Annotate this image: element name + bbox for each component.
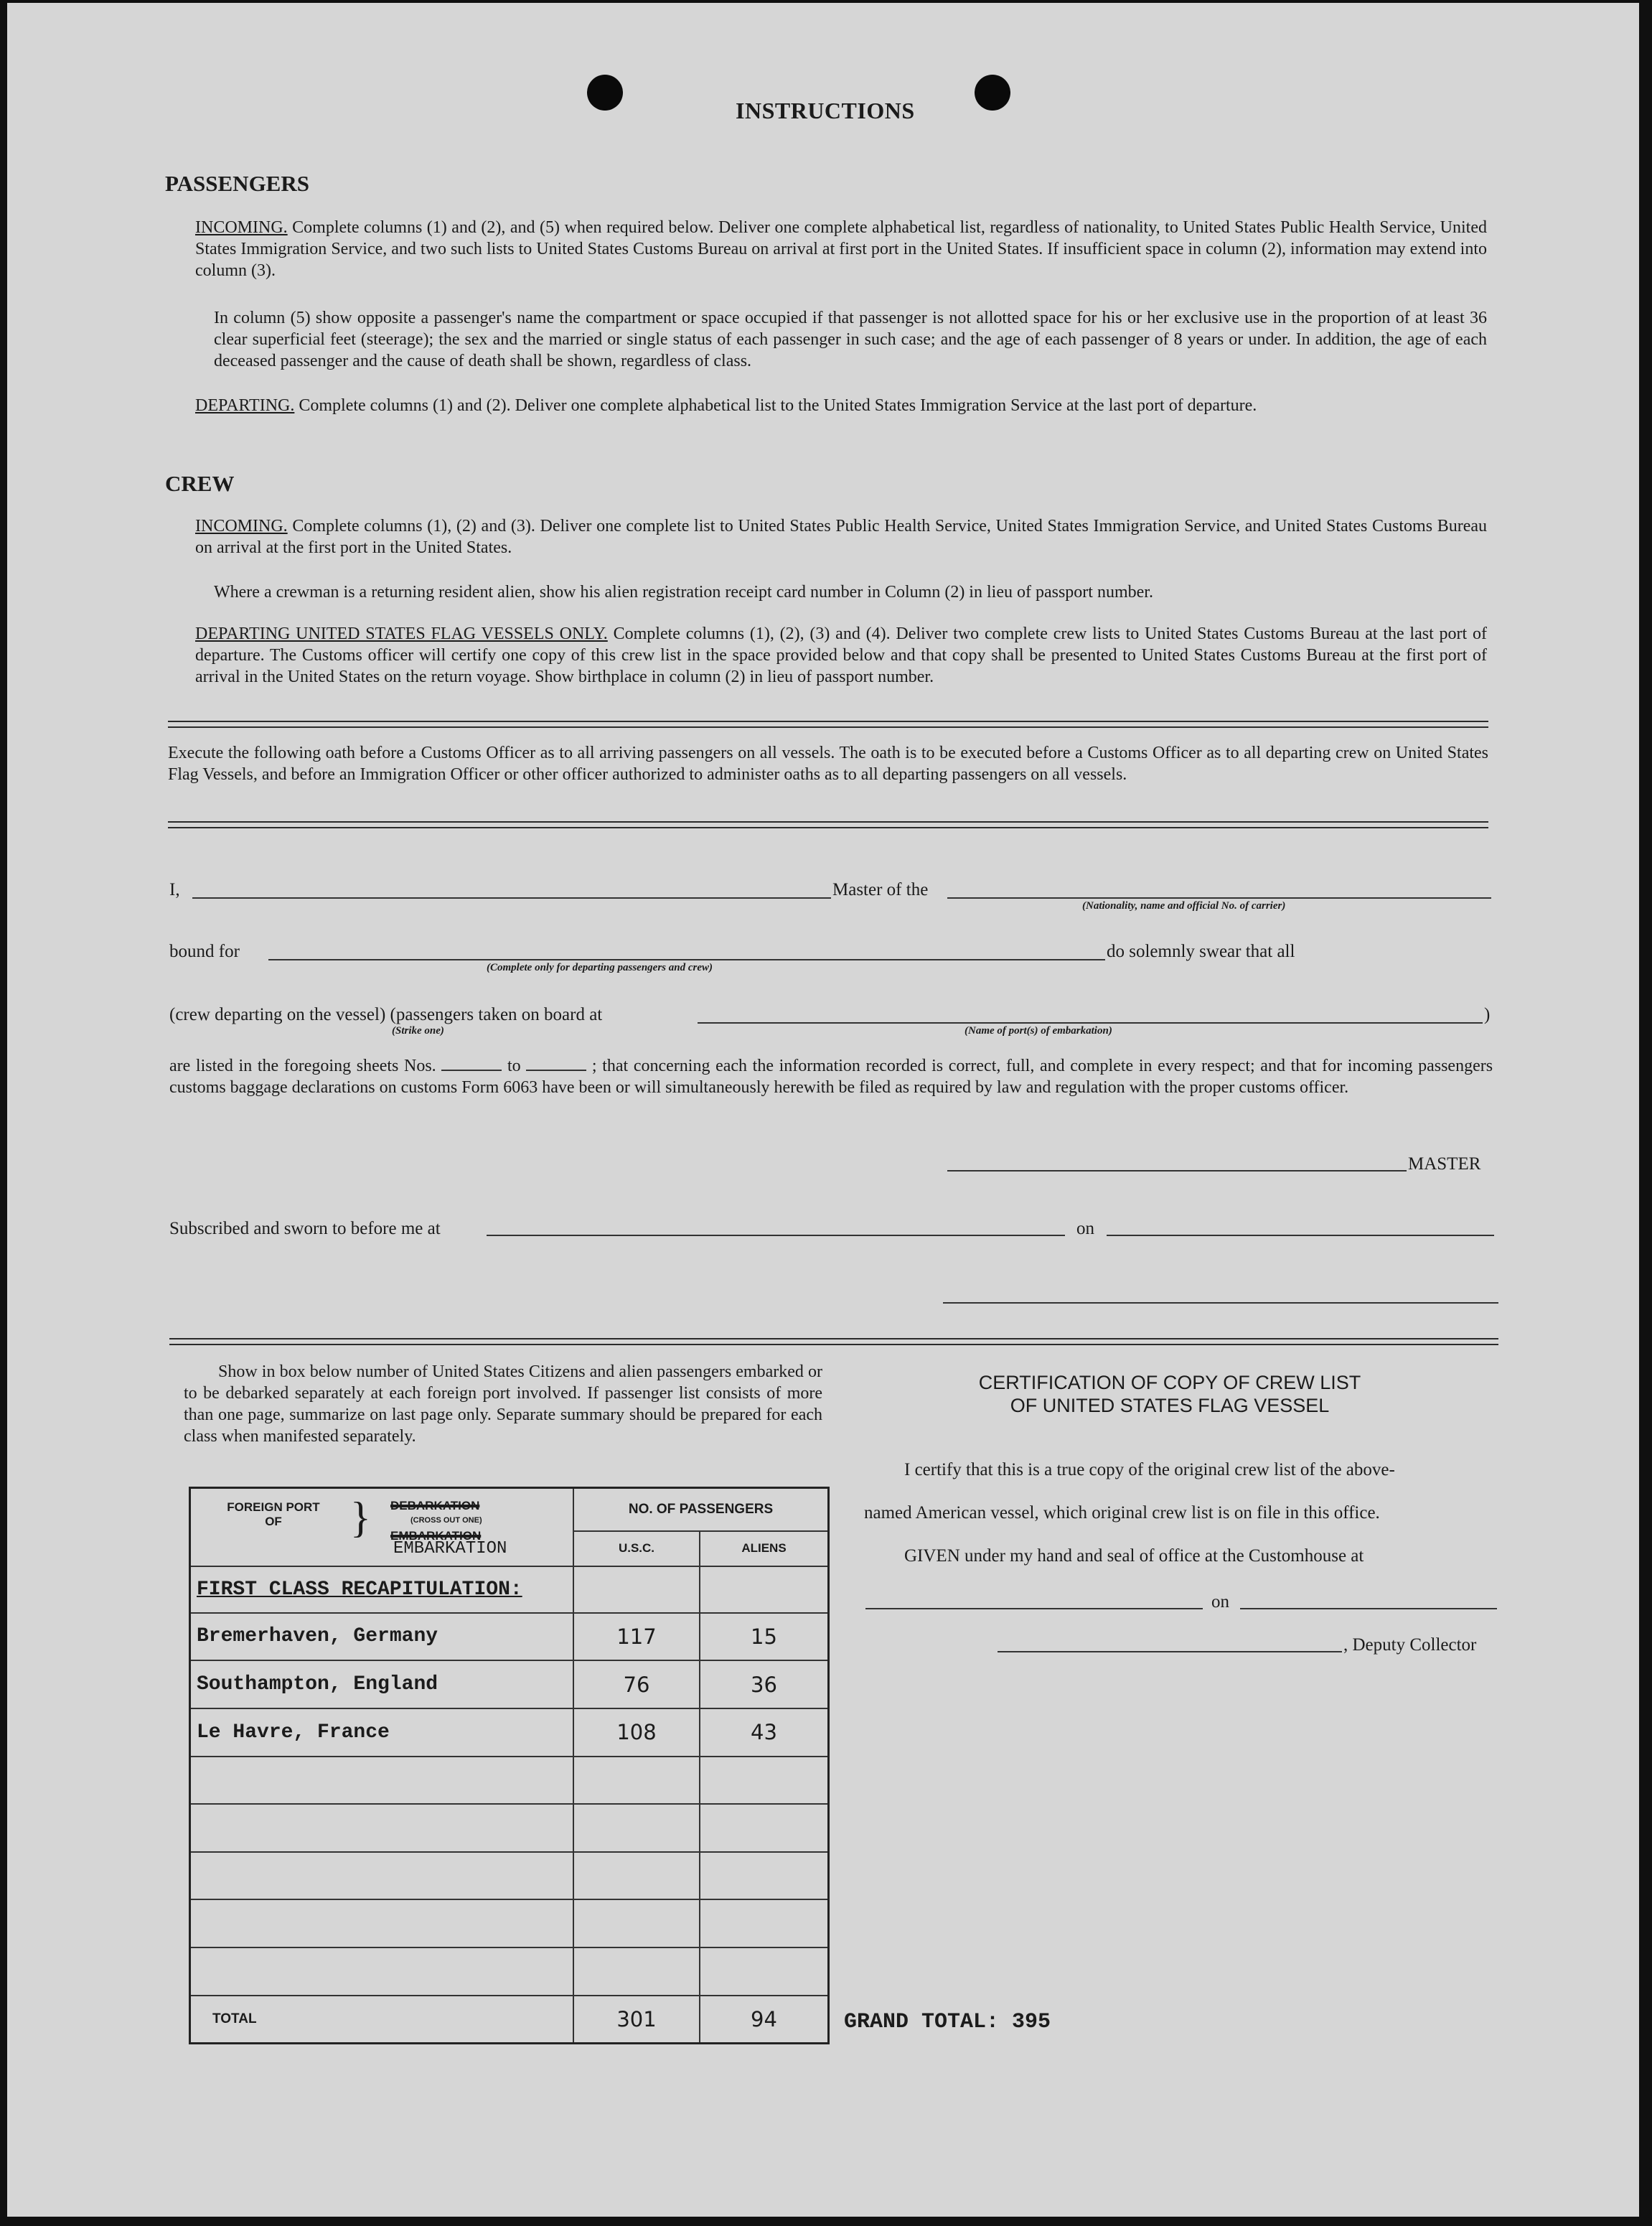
subscribed-date-field[interactable] <box>1107 1235 1494 1236</box>
page-title: INSTRUCTIONS <box>736 98 915 123</box>
recap-title: FIRST CLASS RECAPITULATION: <box>190 1566 574 1613</box>
table-row <box>190 1613 829 1661</box>
empty-row <box>190 1804 829 1852</box>
close-paren: ) <box>1484 1005 1491 1024</box>
swear-label: do solemnly swear that all <box>1107 942 1295 961</box>
embarkation-struck: EMBARKATION <box>390 1529 482 1543</box>
carrier-caption: (Nationality, name and official No. of carrier) <box>1082 900 1286 912</box>
total-usc: 301 <box>573 1996 700 2044</box>
recap-table <box>189 1487 830 2044</box>
usc-cell: 117 <box>573 1613 700 1661</box>
total-row <box>190 1996 829 2044</box>
no-passengers-header: NO. OF PASSENGERS <box>573 1488 829 1531</box>
passengers-departing-label: DEPARTING. <box>195 396 295 415</box>
subscribed-place-field[interactable] <box>487 1235 1065 1236</box>
punch-hole-right <box>975 75 1010 111</box>
passengers-incoming <box>195 217 1487 281</box>
port-cell: Bremerhaven, Germany <box>190 1613 574 1661</box>
port-cell: Le Havre, France <box>190 1708 574 1757</box>
certification-body-1: I certify that this is a true copy of the original crew list of the above- <box>904 1460 1395 1479</box>
certification-on-label: on <box>1211 1592 1229 1612</box>
recap-title-row <box>190 1566 829 1613</box>
master-name-field[interactable] <box>192 897 831 899</box>
master-of-the-label: Master of the <box>832 880 929 899</box>
aliens-cell: 43 <box>700 1708 829 1757</box>
empty-row <box>190 1947 829 1996</box>
aliens-cell: 36 <box>700 1660 829 1708</box>
sheets-to-label: to <box>507 1057 521 1075</box>
oath-divider <box>168 821 1488 828</box>
crew-departing <box>195 623 1487 688</box>
sheets-statement <box>169 1055 1493 1098</box>
bound-for-field[interactable] <box>268 959 1105 960</box>
subscribed-label: Subscribed and sworn to before me at <box>169 1219 441 1238</box>
usc-header: U.S.C. <box>573 1531 700 1566</box>
passengers-heading: PASSENGERS <box>165 171 309 196</box>
crew-departing-text: Complete columns (1), (2), (3) and (4). Deliver two complete crew lists to United States Customs Bureau at the last port of departure. The Customs officer will certify one copy of this crew list in the space provided below and that copy shall be presented to United States Customs Bureau at the first port of arrival in the United States on the return voyage. Show birthplace in column (2) in lieu of passport number. <box>195 625 1487 686</box>
subscribed-on-label: on <box>1076 1219 1094 1238</box>
total-aliens: 94 <box>700 1996 829 2044</box>
aliens-header: ALIENS <box>700 1531 829 1566</box>
sheets-label-b: ; that concerning each the information recorded is correct, full, and complete in every respect; and that for incoming passengers customs baggage declarations on customs Form 6063 have been or will simultaneously herewith be filed as required by law and regulation with the proper customs officer. <box>169 1057 1493 1097</box>
customhouse-field[interactable] <box>865 1608 1203 1609</box>
sheets-label-a: are listed in the foregoing sheets Nos. <box>169 1057 436 1075</box>
bound-for-caption: (Complete only for departing passengers and crew) <box>487 962 713 973</box>
crew-incoming-label: INCOMING. <box>195 517 288 536</box>
brace-icon: } <box>350 1494 371 1541</box>
certification-date-field[interactable] <box>1240 1608 1497 1609</box>
carrier-field[interactable] <box>947 897 1491 899</box>
certification-title <box>897 1371 1442 1417</box>
crew-departing-label-oath: (crew departing on the vessel) (passengers taken on board at <box>169 1005 603 1024</box>
summary-instructions: Show in box below number of United States Citizens and alien passengers embarked or to be debarked separately at each foreign port involved. If passenger list consists of more than one page, summarize on last page only. Separate summary should be prepared for each class when manifested separately. <box>184 1362 822 1446</box>
empty-row <box>190 1852 829 1900</box>
certification-title-line-1: CERTIFICATION OF COPY OF CREW LIST <box>978 1372 1361 1393</box>
punch-hole-left <box>587 75 623 111</box>
master-label: MASTER <box>1408 1154 1481 1174</box>
grand-total: GRAND TOTAL: 395 <box>844 2010 1051 2034</box>
usc-cell: 108 <box>573 1708 700 1757</box>
passengers-column5: In column (5) show opposite a passenger's name the compartment or space occupied if that passenger is not allotted space for his or her exclusive use in the proportion of at least 36 clear superficial feet (steerage); the sex and the married or single status of each passenger in such case; and the age of each passenger of 8 years or under. In addition, the age of each deceased passenger and the cause of death shall be shown, regardless of class. <box>214 309 1487 370</box>
oath-i: I, <box>169 880 180 899</box>
strike-one-caption: (Strike one) <box>392 1025 444 1037</box>
embarkation-typed: EMBARKATION <box>393 1539 507 1558</box>
section-divider <box>168 721 1488 728</box>
crew-incoming <box>195 515 1487 558</box>
crew-incoming-text: Complete columns (1), (2) and (3). Deliver one complete list to United States Public Health Service, United States Immigration Service, and United States Customs Bureau on arrival at the first port in the United States. <box>195 517 1487 557</box>
empty-row <box>190 1757 829 1805</box>
bound-for-label: bound for <box>169 942 240 961</box>
total-label: TOTAL <box>190 1996 574 2044</box>
table-row <box>190 1708 829 1757</box>
passengers-departing-text: Complete columns (1) and (2). Deliver one complete alphabetical list to the United States Immigration Service at the last port of departure. <box>299 396 1257 415</box>
certification-title-line-2: OF UNITED STATES FLAG VESSEL <box>1010 1395 1330 1416</box>
passengers-incoming-text: Complete columns (1) and (2), and (5) when required below. Deliver one complete alphabetical list, regardless of nationality, to United States Public Health Service, United States Immigration Service, and two such lists to United States Customs Bureau on arrival at first port in the United States. If insufficient space in column (2), information may extend into column (3). <box>195 218 1488 280</box>
usc-cell: 76 <box>573 1660 700 1708</box>
deputy-collector-label: , Deputy Collector <box>1343 1635 1477 1655</box>
port-header-cell <box>190 1488 574 1567</box>
crew-departing-label: DEPARTING UNITED STATES FLAG VESSELS ONLY. <box>195 625 608 643</box>
cross-out-caption: (CROSS OUT ONE) <box>410 1516 482 1525</box>
crew-heading: CREW <box>165 471 235 496</box>
sheets-from-field[interactable] <box>441 1070 502 1071</box>
form-page <box>7 3 1639 2217</box>
officer-signature-field[interactable] <box>943 1302 1498 1304</box>
certification-body-2: named American vessel, which original crew list is on file in this office. <box>864 1503 1380 1523</box>
master-signature-field[interactable] <box>947 1170 1407 1172</box>
port-cell: Southampton, England <box>190 1660 574 1708</box>
foreign-port-label: FOREIGN PORT OF <box>227 1500 320 1528</box>
crew-resident: Where a crewman is a returning resident alien, show his alien registration receipt card number in Column (2) in lieu of passport number. <box>214 583 1153 602</box>
aliens-cell: 15 <box>700 1613 829 1661</box>
table-row <box>190 1660 829 1708</box>
ports-field[interactable] <box>698 1022 1483 1024</box>
certification-body-3: GIVEN under my hand and seal of office at the Customhouse at <box>904 1546 1364 1566</box>
deputy-signature-field[interactable] <box>998 1651 1342 1652</box>
bottom-divider <box>169 1338 1498 1345</box>
oath-instructions: Execute the following oath before a Customs Officer as to all arriving passengers on all vessels. The oath is to be executed before a Customs Officer as to all departing crew on United States Flag Vessels, and before an Immigration Officer or other officer authorized to administer oaths as to all departing passengers on all vessels. <box>168 744 1488 784</box>
sheets-to-field[interactable] <box>526 1070 586 1071</box>
empty-row <box>190 1899 829 1947</box>
debarkation-struck: DEBARKATION <box>390 1499 480 1512</box>
ports-caption: (Name of port(s) of embarkation) <box>965 1025 1112 1037</box>
passengers-incoming-label: INCOMING. <box>195 218 288 237</box>
passengers-departing <box>195 395 1487 416</box>
